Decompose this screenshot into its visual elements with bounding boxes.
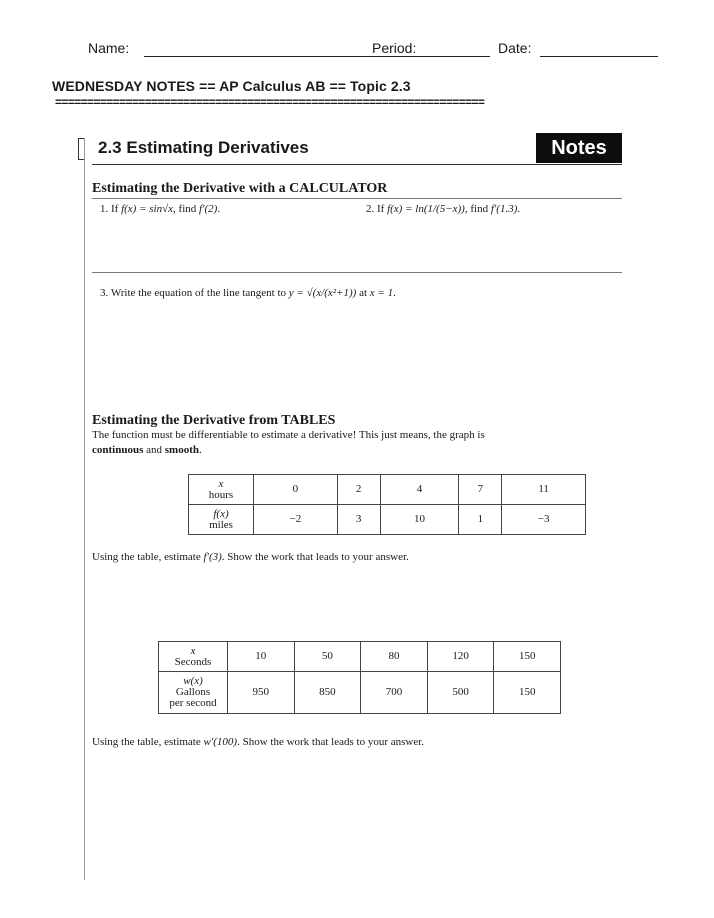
problem-number: 1.: [100, 203, 109, 215]
problem-expression: y = √(x/(x²+1)): [288, 287, 357, 299]
table-cell: 0: [254, 475, 338, 505]
seconds-gallons-table: [158, 641, 561, 714]
name-label: Name:: [88, 40, 130, 56]
table-1-prompt: Using the table, estimate f′(3). Show the work that leads to your answer.: [92, 551, 409, 563]
problem-expression: f(x) = ln(1/(5−x)): [387, 203, 465, 215]
table-cell: 3: [337, 505, 380, 535]
table-cell: 80: [361, 642, 428, 672]
table-cell: 2: [337, 475, 380, 505]
left-margin-rule: [84, 138, 85, 880]
table-cell: 850: [294, 672, 361, 714]
problem-target: x = 1: [369, 287, 394, 299]
table-cell: 700: [361, 672, 428, 714]
table-cell: 4: [380, 475, 459, 505]
problem-3: 3. Write the equation of the line tangent to y = √(x/(x²+1)) at x = 1.: [100, 287, 396, 299]
tables-heading: Estimating the Derivative from TABLES: [92, 413, 336, 428]
table-cell: 500: [427, 672, 494, 714]
problem-target: f′(1.3): [490, 203, 518, 215]
tables-description-line-2: continuous and smooth.: [92, 444, 202, 456]
problem-divider: [92, 272, 622, 273]
table-cell: 950: [228, 672, 295, 714]
row-header-x: x hours: [189, 475, 254, 505]
table-cell: 7: [459, 475, 502, 505]
table-2-prompt: Using the table, estimate w′(100). Show the work that leads to your answer.: [92, 736, 425, 748]
table-cell: 150: [494, 672, 561, 714]
row-header-fx: f(x) miles: [189, 505, 254, 535]
table-row: [159, 672, 561, 714]
section-rule: [92, 164, 622, 165]
table-row: [189, 505, 586, 535]
name-field-line[interactable]: [144, 56, 456, 57]
period-field-line[interactable]: [428, 56, 490, 57]
row-header-x: x Seconds: [159, 642, 228, 672]
calculator-heading: Estimating the Derivative with a CALCULATOR: [92, 181, 388, 196]
problem-number: 2.: [366, 203, 375, 215]
row-header-wx: w(x) Gallons per second: [159, 672, 228, 714]
problem-target: f′(2): [199, 203, 218, 215]
period-label: Period:: [372, 40, 417, 56]
student-info-row: [88, 40, 668, 60]
table-cell: 120: [427, 642, 494, 672]
page-title: WEDNESDAY NOTES == AP Calculus AB == Topic 2.3: [52, 78, 411, 94]
table-cell: −2: [254, 505, 338, 535]
table-cell: 50: [294, 642, 361, 672]
date-field-line[interactable]: [540, 56, 658, 57]
notes-badge: Notes: [536, 133, 622, 163]
table-row: [189, 475, 586, 505]
problem-2: 2. If f(x) = ln(1/(5−x)), find f′(1.3).: [366, 203, 521, 215]
title-separator: ===================================================================: [55, 95, 485, 109]
date-label: Date:: [498, 40, 532, 56]
hours-miles-table: [188, 474, 586, 535]
table-row: [159, 642, 561, 672]
table-cell: 10: [228, 642, 295, 672]
table-cell: 11: [502, 475, 586, 505]
tables-description-line-1: The function must be differentiable to estimate a derivative! This just means, the graph is: [92, 429, 485, 441]
table-cell: 1: [459, 505, 502, 535]
problem-1: 1. If f(x) = sin√x, find f′(2).: [100, 203, 221, 215]
problem-expression: f(x) = sin√x: [121, 203, 174, 215]
table-cell: 150: [494, 642, 561, 672]
section-title: 2.3 Estimating Derivatives: [98, 138, 309, 157]
calculator-rule: [92, 198, 622, 199]
problem-number: 3.: [100, 287, 109, 299]
table-cell: 10: [380, 505, 459, 535]
table-cell: −3: [502, 505, 586, 535]
